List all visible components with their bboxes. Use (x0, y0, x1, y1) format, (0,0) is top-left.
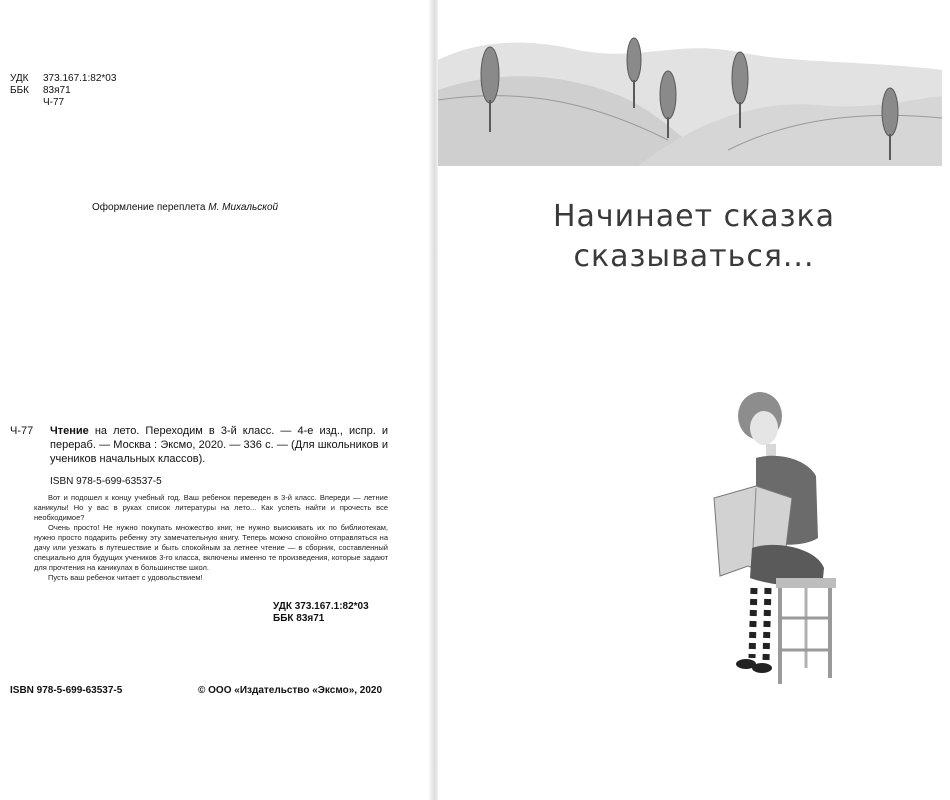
footer-isbn: ISBN 978-5-699-63537-5 (10, 685, 123, 696)
cover-design-credit (92, 202, 278, 213)
bbk-code: ББК 83я71 (273, 613, 325, 624)
annotation-paragraph: Вот и подошел к концу учебный год. Ваш ребенок переведен в 3-й класс. Впереди — летние каникулы! Но у вас в руках список литературы на лето... Как успеть найти и прочесть все необходимое? (34, 493, 388, 522)
annotation-paragraph: Пусть ваш ребенок читает с удовольствием! (48, 573, 203, 582)
bib-title: Чтение (50, 425, 89, 437)
story-title-line2: сказываться... (573, 239, 815, 274)
bibliographic-record (10, 424, 388, 466)
girl-reading-illustration (706, 388, 842, 688)
classification-block (10, 73, 116, 109)
annotation-paragraph: Очень просто! Не нужно покупать множество книг, не нужно выискивать их по библиотекам, нужно просто подарить ребенку эту замечательную книгу. Теперь можно спокойно отправляться на дачу или уезжать в путешествие и быть спокойным за летнее чтение — в сборник, составленный специально для будущих учеников 3-го класса, включены именно те произведения, которые задают для прочтения на каникулах в большинстве школ. (34, 523, 388, 572)
footer-copyright: © ООО «Издательство «Эксмо», 2020 (198, 685, 383, 696)
bib-text (50, 424, 388, 466)
bib-number: Ч-77 (10, 425, 34, 437)
author-sign: Ч-77 (43, 97, 65, 108)
story-title-line1: Начинает сказка (552, 199, 836, 234)
bbk-value: 83я71 (43, 85, 71, 96)
left-page (0, 0, 430, 800)
isbn-inline: ISBN 978-5-699-63537-5 (50, 476, 162, 487)
udk-label: УДК (10, 73, 29, 84)
annotation (34, 493, 388, 583)
cover-design-label: Оформление переплета (92, 202, 206, 213)
right-page (438, 0, 950, 800)
author-sign-row (10, 97, 116, 109)
udk-code: УДК 373.167.1:82*03 (273, 601, 369, 612)
cover-design-artist: М. Михальской (208, 202, 279, 213)
story-title (438, 197, 950, 277)
classification-codes (273, 601, 369, 625)
bbk-label: ББК (10, 85, 29, 96)
bib-description: на лето. Переходим в 3-й класс. — 4-е изд., испр. и перераб. — Москва : Эксмо, 2020. — 336 с. — (Для школьников и учеников начальных классов). (50, 425, 388, 465)
bbk-row (10, 85, 116, 97)
udk-value: 373.167.1:82*03 (43, 73, 117, 84)
udk-row (10, 73, 116, 85)
hills-illustration (438, 0, 942, 166)
